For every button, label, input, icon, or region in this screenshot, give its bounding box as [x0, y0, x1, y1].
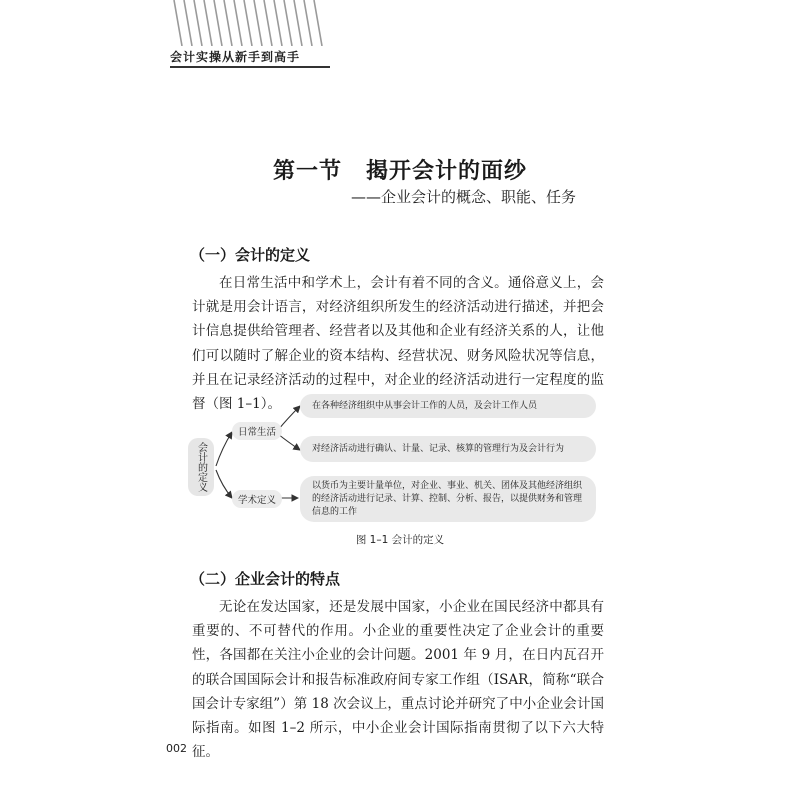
diagram-root-node: 会计的定义 — [188, 438, 214, 496]
section-subtitle: ——企业会计的概念、职能、任务 — [350, 188, 576, 206]
diagram-box-personnel: 在各种经济组织中从事会计工作的人员，及会计工作人员 — [300, 394, 596, 418]
heading-accounting-definition: （一）会计的定义 — [190, 246, 311, 264]
diagram-box-academic-definition: 以货币为主要计量单位，对企业、事业、机关、团体及其他经济组织的经济活动进行记录、计算、控制、分析、报告，以提供财务和管理信息的工作 — [300, 476, 596, 522]
page-number: 002 — [166, 742, 187, 755]
diagram-box-management-behavior: 对经济活动进行确认、计量、记录、核算的管理行为及会计行为 — [300, 436, 596, 462]
paragraph-enterprise-accounting-features: 无论在发达国家，还是发展中国家，小企业在国民经济中都具有重要的、不可替代的作用。小企业的重要性决定了企业会计的重要性，各国都在关注小企业的会计问题。2001 年 9 月，在日内瓦召开的联合国国际会计和报告标准政府间专家工作组（ISAR，简称“联合国会计专家组”）第 18 次会议上，重点讨论并研究了中小企业会计国际指南。如图 1–2 所示，中小企业会计国际指南贯彻了以下六大特征。 — [192, 599, 604, 761]
running-header-title: 会计实操从新手到高手 — [170, 50, 301, 64]
header-rule — [170, 66, 330, 68]
section-number: 第一节 — [272, 159, 342, 184]
header-stripe-decoration — [168, 0, 328, 46]
diagram-branch-academic: 学术定义 — [232, 490, 282, 508]
diagram-branch-daily-life: 日常生活 — [232, 422, 282, 440]
paragraph-accounting-definition: 在日常生活中和学术上，会计有着不同的含义。通俗意义上，会计就是用会计语言，对经济组织所发生的经济活动进行描述，并把会计信息提供给管理者、经营者以及其他和企业有经济关系的人，让他们可以随时了解企业的资本结构、经营状况、财务风险状况等信息，并且在记录经济活动的过程中，对企业的经济活动进行一定程度的监督（图 1–1）。 — [192, 275, 604, 413]
section-title-text: 揭开会计的面纱 — [366, 159, 528, 184]
figure-1-1-diagram — [188, 390, 608, 530]
figure-caption: 图 1–1 会计的定义 — [355, 534, 445, 546]
heading-enterprise-accounting-features: （二）企业会计的特点 — [190, 570, 341, 588]
section-title — [0, 154, 800, 185]
